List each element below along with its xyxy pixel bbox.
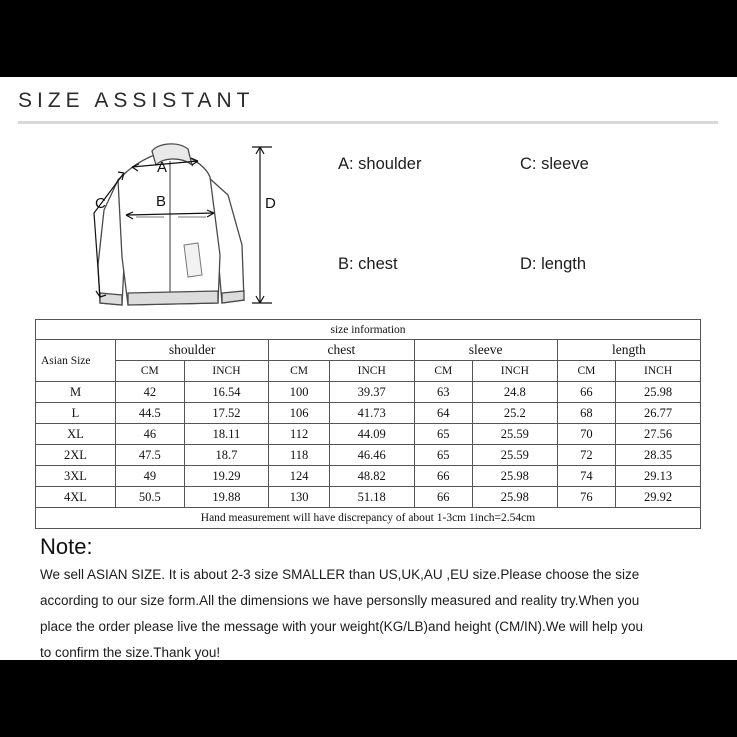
cell-sleeve-inch: 25.59 (473, 424, 558, 445)
row-size-label: 4XL (36, 487, 116, 508)
cell-chest-inch: 51.18 (329, 487, 414, 508)
document-page (0, 77, 737, 660)
illustration-letter-a: A (157, 159, 168, 176)
cell-length-inch: 25.98 (616, 382, 701, 403)
cell-chest-cm: 112 (269, 424, 330, 445)
unit-header: CM (414, 361, 473, 382)
cell-length-cm: 72 (557, 445, 616, 466)
cell-length-cm: 70 (557, 424, 616, 445)
cell-sleeve-inch: 24.8 (473, 382, 558, 403)
cell-sleeve-cm: 65 (414, 445, 473, 466)
unit-header: INCH (184, 361, 269, 382)
cell-length-inch: 29.13 (616, 466, 701, 487)
cell-sleeve-cm: 66 (414, 466, 473, 487)
table-footer-row (36, 508, 701, 529)
row-size-label: L (36, 403, 116, 424)
cell-chest-inch: 48.82 (329, 466, 414, 487)
cell-length-inch: 28.35 (616, 445, 701, 466)
illustration-letter-b: B (156, 193, 167, 210)
table-row (36, 466, 701, 487)
header (18, 89, 718, 124)
note-title: Note: (40, 534, 93, 559)
header-divider (18, 121, 718, 124)
cell-chest-inch: 46.46 (329, 445, 414, 466)
cell-chest-cm: 118 (269, 445, 330, 466)
legend-item-shoulder: A: shoulder (338, 155, 422, 173)
table-unit-header-row (36, 361, 701, 382)
row-size-label: XL (36, 424, 116, 445)
cell-sleeve-inch: 25.98 (473, 466, 558, 487)
jacket-diagram-svg (60, 125, 300, 315)
cell-shoulder-inch: 17.52 (184, 403, 269, 424)
cell-chest-cm: 130 (269, 487, 330, 508)
unit-header: CM (269, 361, 330, 382)
unit-header: INCH (473, 361, 558, 382)
cell-length-cm: 76 (557, 487, 616, 508)
unit-header: INCH (329, 361, 414, 382)
cell-length-inch: 29.92 (616, 487, 701, 508)
cell-length-inch: 27.56 (616, 424, 701, 445)
asian-size-header: Asian Size (36, 340, 116, 382)
cell-sleeve-cm: 66 (414, 487, 473, 508)
table-row (36, 403, 701, 424)
group-header-chest: chest (269, 340, 414, 361)
cell-shoulder-inch: 18.7 (184, 445, 269, 466)
note-body (40, 562, 700, 666)
cell-chest-inch: 39.37 (329, 382, 414, 403)
cell-length-cm: 68 (557, 403, 616, 424)
cell-shoulder-cm: 46 (116, 424, 185, 445)
unit-header: INCH (616, 361, 701, 382)
cell-chest-inch: 41.73 (329, 403, 414, 424)
cell-sleeve-inch: 25.98 (473, 487, 558, 508)
table-row (36, 487, 701, 508)
cell-shoulder-cm: 49 (116, 466, 185, 487)
cell-shoulder-inch: 18.11 (184, 424, 269, 445)
cell-sleeve-cm: 64 (414, 403, 473, 424)
note-line: place the order please live the message with your weight(KG/LB)and height (CM/IN).We will help you (40, 619, 644, 634)
cell-shoulder-cm: 50.5 (116, 487, 185, 508)
table-row (36, 424, 701, 445)
row-size-label: 3XL (36, 466, 116, 487)
cell-chest-cm: 100 (269, 382, 330, 403)
legend-item-sleeve: C: sleeve (520, 155, 589, 173)
cell-shoulder-inch: 16.54 (184, 382, 269, 403)
group-header-length: length (557, 340, 700, 361)
page-title: SIZE ASSISTANT (18, 89, 255, 112)
note-line: to confirm the size.Thank you! (40, 645, 221, 660)
size-information-table (35, 319, 701, 529)
cell-length-inch: 26.77 (616, 403, 701, 424)
cell-sleeve-inch: 25.59 (473, 445, 558, 466)
table-caption: size information (36, 320, 701, 340)
illustration-letter-c: C (95, 195, 106, 212)
table-footer-note: Hand measurement will have discrepancy of about 1-3cm 1inch=2.54cm (36, 508, 701, 529)
cell-chest-inch: 44.09 (329, 424, 414, 445)
cell-shoulder-cm: 42 (116, 382, 185, 403)
cell-length-cm: 74 (557, 466, 616, 487)
cell-length-cm: 66 (557, 382, 616, 403)
group-header-shoulder: shoulder (116, 340, 269, 361)
table-caption-row (36, 320, 701, 340)
cell-shoulder-inch: 19.29 (184, 466, 269, 487)
group-header-sleeve: sleeve (414, 340, 557, 361)
cell-shoulder-cm: 44.5 (116, 403, 185, 424)
legend-item-length: D: length (520, 255, 587, 273)
cell-sleeve-cm: 65 (414, 424, 473, 445)
cell-sleeve-cm: 63 (414, 382, 473, 403)
note-line: according to our size form.All the dimensions we have personslly measured and reality try.When you (40, 593, 640, 608)
cell-shoulder-cm: 47.5 (116, 445, 185, 466)
cell-sleeve-inch: 25.2 (473, 403, 558, 424)
cell-shoulder-inch: 19.88 (184, 487, 269, 508)
row-size-label: 2XL (36, 445, 116, 466)
table-group-header-row (36, 340, 701, 361)
unit-header: CM (557, 361, 616, 382)
table-row (36, 445, 701, 466)
unit-header: CM (116, 361, 185, 382)
measurement-legend (330, 147, 710, 287)
note-section (40, 534, 700, 666)
size-table-container (35, 319, 701, 529)
row-size-label: M (36, 382, 116, 403)
illustration-letter-d: D (265, 195, 276, 212)
jacket-illustration (60, 125, 300, 315)
table-row (36, 382, 701, 403)
cell-chest-cm: 106 (269, 403, 330, 424)
legend-item-chest: B: chest (338, 255, 398, 273)
cell-chest-cm: 124 (269, 466, 330, 487)
note-line: We sell ASIAN SIZE. It is about 2-3 size SMALLER than US,UK,AU ,EU size.Please choose the size (40, 567, 640, 582)
